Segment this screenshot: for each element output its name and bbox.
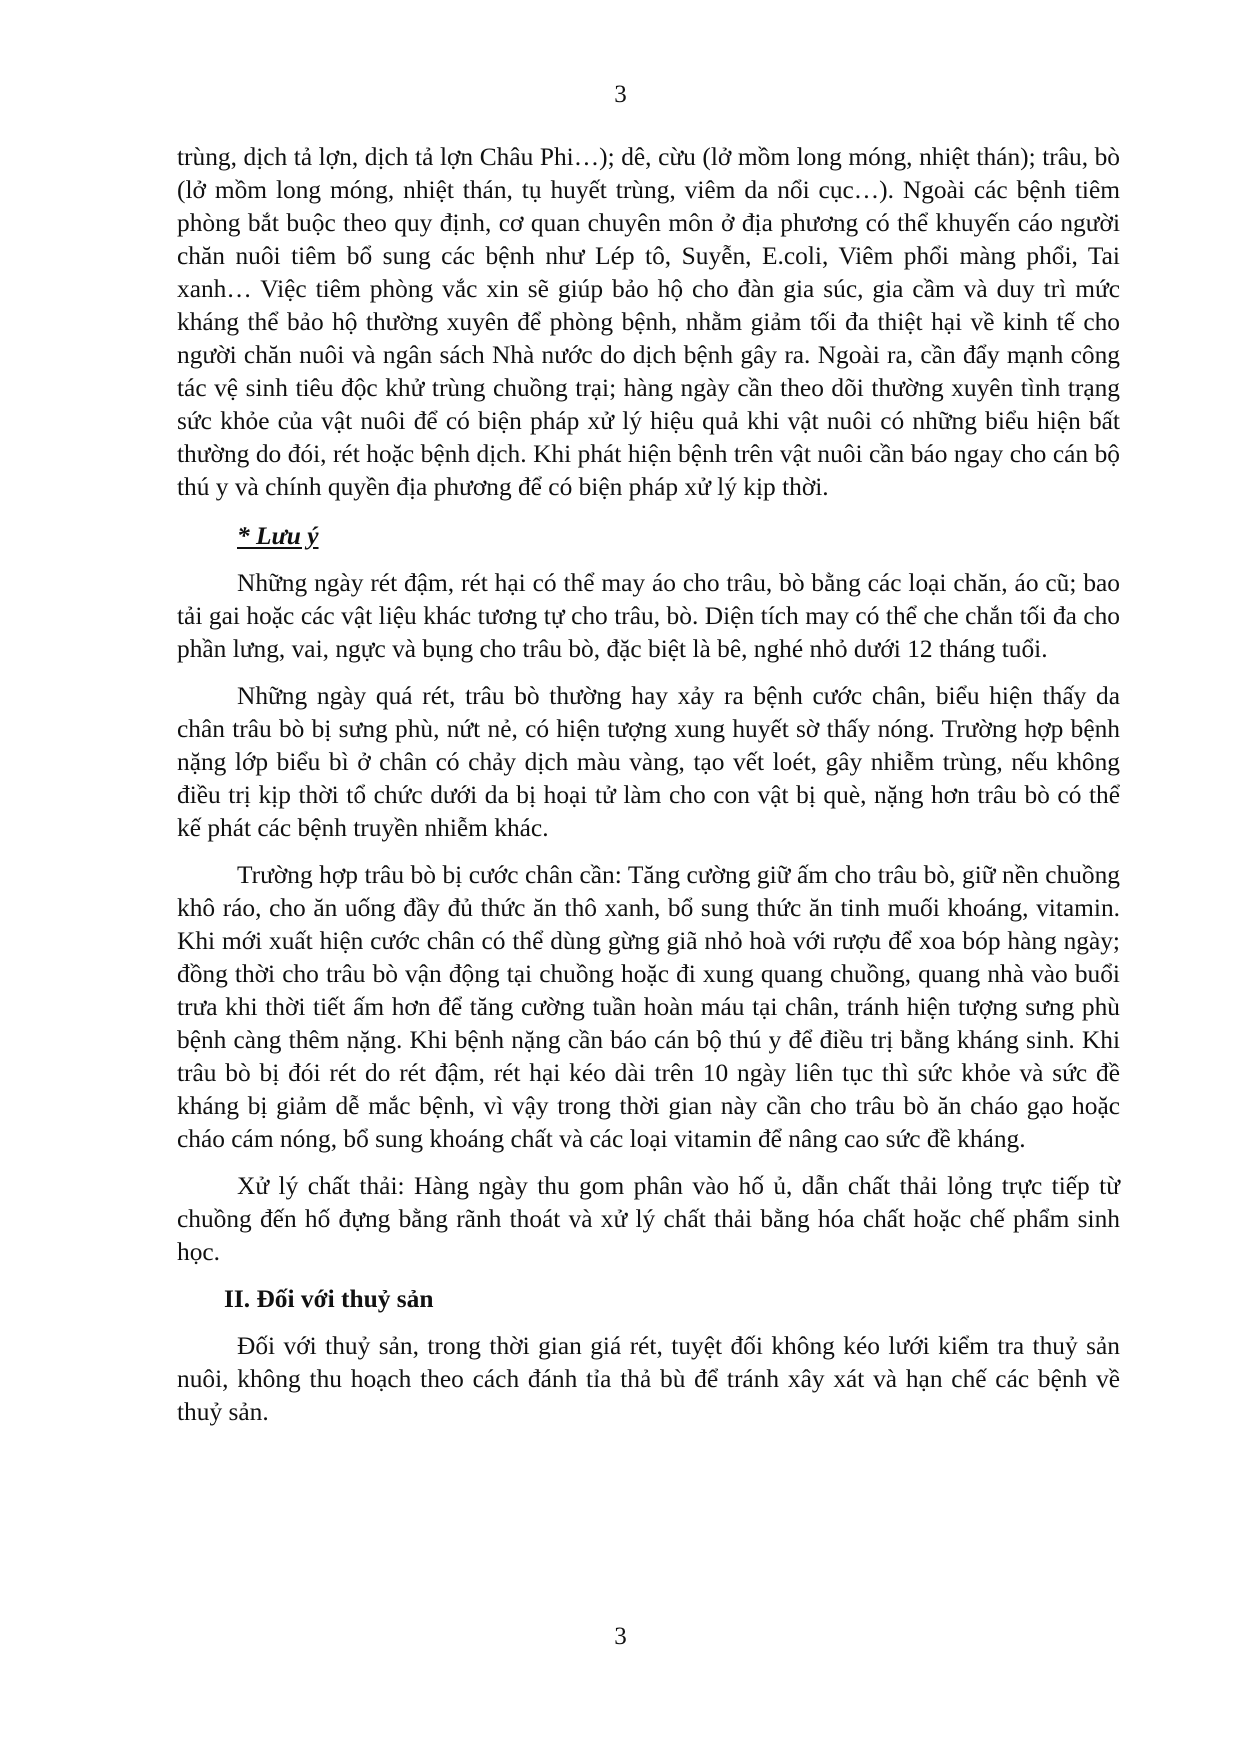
page-number-top: 3 (614, 81, 627, 108)
section-heading-aquaculture: II. Đối với thuỷ sản (224, 1285, 434, 1313)
note-paragraph-warm-clothing: Những ngày rét đậm, rét hại có thể may áo cho trâu, bò bằng các loại chăn, áo cũ; bao tải gai hoặc các vật liệu khác tương tự cho trâu, bò. Diện tích may có thể che chắn tối đa cho phần lưng, vai, ngực và bụng cho trâu bò, đặc biệt là bê, nghé nhỏ dưới 12 tháng tuổi. (177, 569, 1120, 663)
note-paragraph-foot-disease: Những ngày quá rét, trâu bò thường hay xảy ra bệnh cước chân, biểu hiện thấy da chân trâu bò bị sưng phù, nứt nẻ, có hiện tượng xung huyết sờ thấy nóng. Trường hợp bệnh nặng lớp biểu bì ở chân có chảy dịch màu vàng, tạo vết loét, gây nhiễm trùng, nếu không điều trị kịp thời tổ chức dưới da bị hoại tử làm cho con vật bị què, nặng hơn trâu bò có thể kế phát các bệnh truyền nhiễm khác. (177, 682, 1120, 842)
note-paragraph-treatment: Trường hợp trâu bò bị cước chân cần: Tăng cường giữ ấm cho trâu bò, giữ nền chuồng khô ráo, cho ăn uống đầy đủ thức ăn thô xanh, bổ sung thức ăn tinh muối khoáng, vitamin. Khi mới xuất hiện cước chân có thể dùng gừng giã nhỏ hoà với rượu để xoa bóp hàng ngày; đồng thời cho trâu bò vận động tại chuồng hoặc đi xung quang chuồng, quang nhà vào buổi trưa khi thời tiết ấm hơn để tăng cường tuần hoàn máu tại chân, tránh hiện tượng sưng phù bệnh càng thêm nặng. Khi bệnh nặng cần báo cán bộ thú y để điều trị bằng kháng sinh. Khi trâu bò bị đói rét do rét đậm, rét hại kéo dài trên 10 ngày liên tục thì sức khỏe và sức đề kháng bị giảm dễ mắc bệnh, vì vậy trong thời gian này cần cho trâu bò ăn cháo gạo hoặc cháo cám nóng, bổ sung khoáng chất và các loại vitamin để nâng cao sức đề kháng. (177, 861, 1120, 1153)
note-paragraph-waste: Xử lý chất thải: Hàng ngày thu gom phân vào hố ủ, dẫn chất thải lỏng trực tiếp từ chuồng đến hố đựng bằng rãnh thoát và xử lý chất thải bằng hóa chất hoặc chế phẩm sinh học. (177, 1172, 1120, 1266)
note-heading: * Lưu ý (237, 522, 319, 550)
section-paragraph-aquaculture: Đối với thuỷ sản, trong thời gian giá rét, tuyệt đối không kéo lưới kiểm tra thuỷ sản nuôi, không thu hoạch theo cách đánh tỉa thả bù để tránh xây xát và hạn chế các bệnh về thuỷ sản. (177, 1332, 1120, 1426)
document-body (177, 141, 1120, 1429)
page-number-bottom: 3 (614, 1623, 627, 1650)
continuation-paragraph: trùng, dịch tả lợn, dịch tả lợn Châu Phi…); dê, cừu (lở mồm long móng, nhiệt thán); trâu, bò (lở mồm long móng, nhiệt thán, tụ huyết trùng, viêm da nổi cục…). Ngoài các bệnh tiêm phòng bắt buộc theo quy định, cơ quan chuyên môn ở địa phương có thể khuyến cáo người chăn nuôi tiêm bổ sung các bệnh như Lép tô, Suyễn, E.coli, Viêm phổi màng phổi, Tai xanh… Việc tiêm phòng vắc xin sẽ giúp bảo hộ cho đàn gia súc, gia cầm và duy trì mức kháng thể bảo hộ thường xuyên để phòng bệnh, nhằm giảm tối đa thiệt hại về kinh tế cho người chăn nuôi và ngân sách Nhà nước do dịch bệnh gây ra. Ngoài ra, cần đẩy mạnh công tác vệ sinh tiêu độc khử trùng chuồng trại; hàng ngày cần theo dõi thường xuyên tình trạng sức khỏe của vật nuôi để có biện pháp xử lý hiệu quả khi vật nuôi có những biểu hiện bất thường do đói, rét hoặc bệnh dịch. Khi phát hiện bệnh trên vật nuôi cần báo ngay cho cán bộ thú y và chính quyền địa phương để có biện pháp xử lý kịp thời. (177, 143, 1120, 501)
